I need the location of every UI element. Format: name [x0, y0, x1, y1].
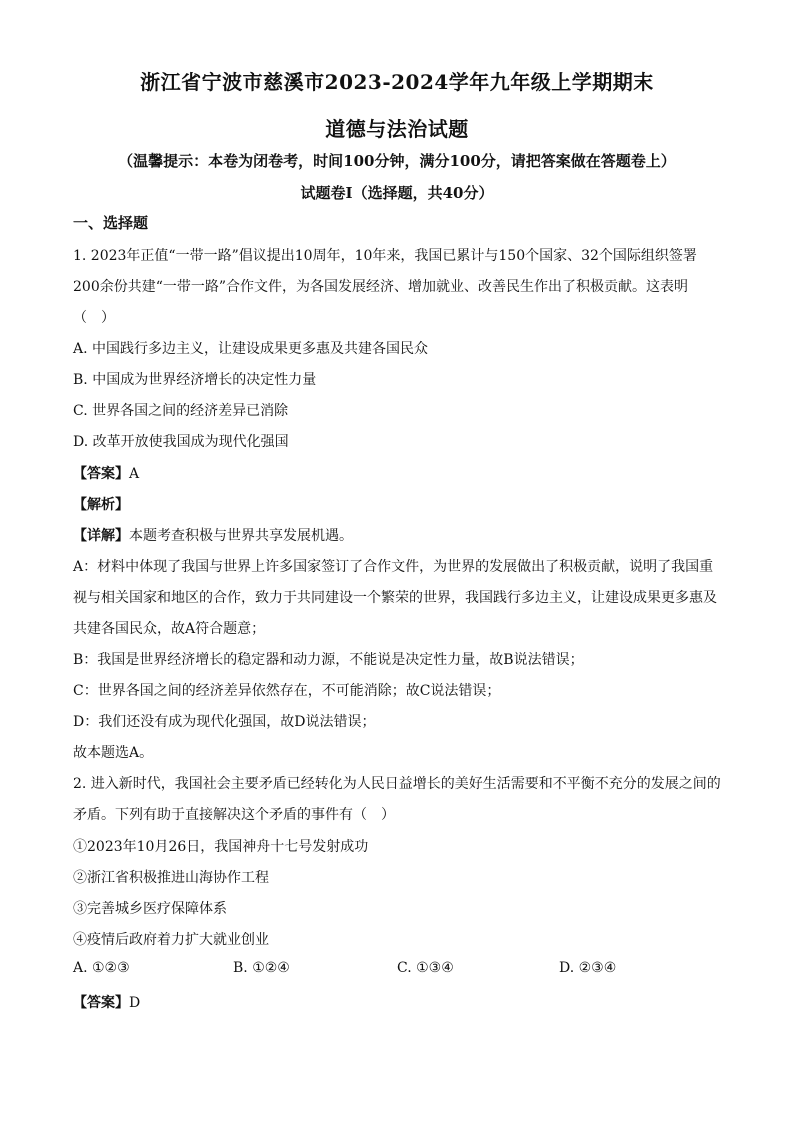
q1-detail [73, 525, 723, 545]
q1-answer [73, 463, 723, 483]
q2-item-3: ③完善城乡医疗保障体系 [73, 901, 227, 917]
detail-label: 【详解】 [73, 528, 129, 544]
answer-label: 【答案】 [73, 466, 129, 482]
q2-stem-line-2: 矛盾。下列有助于直接解决这个矛盾的事件有（ ） [73, 807, 395, 823]
page-title: 浙江省宁波市慈溪市2023-2024学年九年级上学期期末 [140, 70, 654, 94]
q2-answer [73, 992, 723, 1012]
page-subtitle: 道德与法治试题 [325, 117, 469, 141]
detail-intro: 本题考查积极与世界共享发展机遇。 [129, 528, 353, 544]
paper-part-heading: 试题卷Ⅰ（选择题，共40分） [300, 184, 494, 202]
q1-conclusion: 故本题选A。 [73, 745, 154, 761]
q1-stem-line-1: 1. 2023年正值“一带一路”倡议提出10周年，10年来，我国已累计与150个国家、32个国际组织签署 [73, 248, 697, 264]
exam-note: （温馨提示：本卷为闭卷考，时间100分钟，满分100分，请把答案做在答题卷上） [118, 152, 676, 170]
q1-option-c: C. 世界各国之间的经济差异已消除 [73, 403, 289, 419]
section-heading: 一、选择题 [73, 214, 149, 232]
q1-option-d: D. 改革开放使我国成为现代化强国 [73, 434, 289, 450]
q1-explanation-b: B：我国是世界经济增长的稳定器和动力源，不能说是决定性力量，故B说法错误； [73, 652, 584, 668]
q1-explanation-a-line-1: A：材料中体现了我国与世界上许多国家签订了合作文件，为世界的发展做出了积极贡献，说明了我国重 [73, 559, 714, 575]
q2-stem-line-1: 2. 进入新时代，我国社会主要矛盾已经转化为人民日益增长的美好生活需要和不平衡不充分的发展之间的 [73, 776, 721, 792]
q1-analysis-label: 【解析】 [73, 497, 129, 513]
q2-item-2: ②浙江省积极推进山海协作工程 [73, 870, 269, 886]
answer-value: A [129, 466, 140, 482]
q1-stem-line-3: （ ） [73, 310, 115, 326]
q1-option-b: B. 中国成为世界经济增长的决定性力量 [73, 372, 317, 388]
q2-item-1: ①2023年10月26日，我国神舟十七号发射成功 [73, 839, 369, 855]
q2-option-d: D. ②③④ [559, 960, 617, 976]
q1-explanation-c: C：世界各国之间的经济差异依然存在，不可能消除；故C说法错误； [73, 683, 501, 699]
q1-explanation-a-line-3: 共建各国民众，故A符合题意； [73, 621, 266, 637]
q1-explanation-d: D：我们还没有成为现代化强国，故D说法错误； [73, 714, 376, 730]
answer-value: D [129, 995, 141, 1011]
q2-item-4: ④疫情后政府着力扩大就业创业 [73, 932, 269, 948]
q1-option-a: A. 中国践行多边主义，让建设成果更多惠及共建各国民众 [73, 341, 429, 357]
q2-option-a: A. ①②③ [73, 960, 130, 976]
q1-stem-line-2: 200余份共建“一带一路”合作文件，为各国发展经济、增加就业、改善民生作出了积极贡献。这表明 [73, 279, 689, 295]
q2-options [73, 960, 723, 980]
q2-option-b: B. ①②④ [233, 960, 290, 976]
q1-explanation-a-line-2: 视与相关国家和地区的合作，致力于共同建设一个繁荣的世界，我国践行多边主义，让建设成果更多惠及 [73, 590, 717, 606]
q2-option-c: C. ①③④ [397, 960, 454, 976]
answer-label: 【答案】 [73, 995, 129, 1011]
